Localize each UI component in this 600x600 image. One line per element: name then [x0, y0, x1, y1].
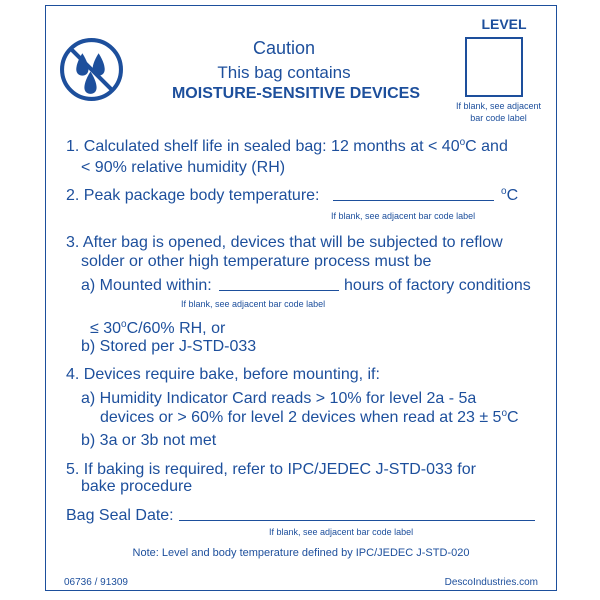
bag-seal-date-note: If blank, see adjacent bar code label	[269, 527, 414, 537]
mounted-hours-field[interactable]	[219, 290, 339, 291]
item-3-line-1: 3. After bag is opened, devices that will be subjected to reflow	[66, 234, 503, 251]
item-3-line-2: solder or other high temperature process must be	[81, 253, 432, 270]
level-note: If blank, see adjacent bar code label	[455, 101, 542, 123]
brand-url: DescoIndustries.com	[444, 577, 538, 588]
item-1-line-1: 1. Calculated shelf life in sealed bag: 12 months at < $40^oC$ and	[66, 137, 508, 155]
mounted-hours-note: If blank, see adjacent bar code label	[181, 299, 326, 309]
label-title: MOISTURE-SENSITIVE DEVICES	[171, 85, 421, 102]
caution-heading: Caution	[252, 38, 316, 58]
footer-note: Note: Level and body temperature defined by IPC/JEDEC J-STD-020	[132, 547, 470, 559]
level-heading: LEVEL	[481, 16, 527, 32]
bag-seal-date-field[interactable]	[179, 520, 535, 521]
item-4b-text: b) 3a or 3b not met	[81, 432, 217, 449]
peak-temp-note: If blank, see adjacent bar code label	[331, 211, 476, 221]
item-1-line-2: < 90% relative humidity (RH)	[81, 159, 286, 176]
item-3a-mounted-label: a) Mounted within:	[81, 277, 212, 294]
moisture-caution-label	[45, 5, 557, 591]
bag-seal-date-label: Bag Seal Date:	[66, 507, 174, 524]
level-box[interactable]	[465, 37, 523, 97]
item-2-text: 2. Peak package body temperature:	[66, 187, 320, 204]
item-4a-line-2: devices or > 60% for level 2 devices when read at $23 \pm 5^oC$	[100, 408, 519, 426]
item-4-title: 4. Devices require bake, before mounting, if:	[66, 366, 380, 383]
item-5-line-1: 5. If baking is required, refer to IPC/JEDEC J-STD-033 for	[66, 461, 476, 478]
label-code: 06736 / 91309	[64, 577, 128, 588]
item-3a-condition: ≤ $30^oC/60\%$ RH, or	[90, 319, 226, 337]
item-4a-line-1: a) Humidity Indicator Card reads > 10% for level 2a - 5a	[81, 390, 477, 407]
item-3a-hours-text: hours of factory conditions	[344, 277, 531, 294]
item-5-line-2: bake procedure	[81, 478, 193, 495]
item-3b-text: b) Stored per J-STD-033	[81, 338, 257, 355]
peak-temp-field[interactable]	[333, 200, 494, 201]
peak-temp-unit: $^o$C	[501, 186, 519, 204]
no-water-drops-icon	[59, 37, 124, 102]
bag-contains-text: This bag contains	[217, 63, 351, 82]
